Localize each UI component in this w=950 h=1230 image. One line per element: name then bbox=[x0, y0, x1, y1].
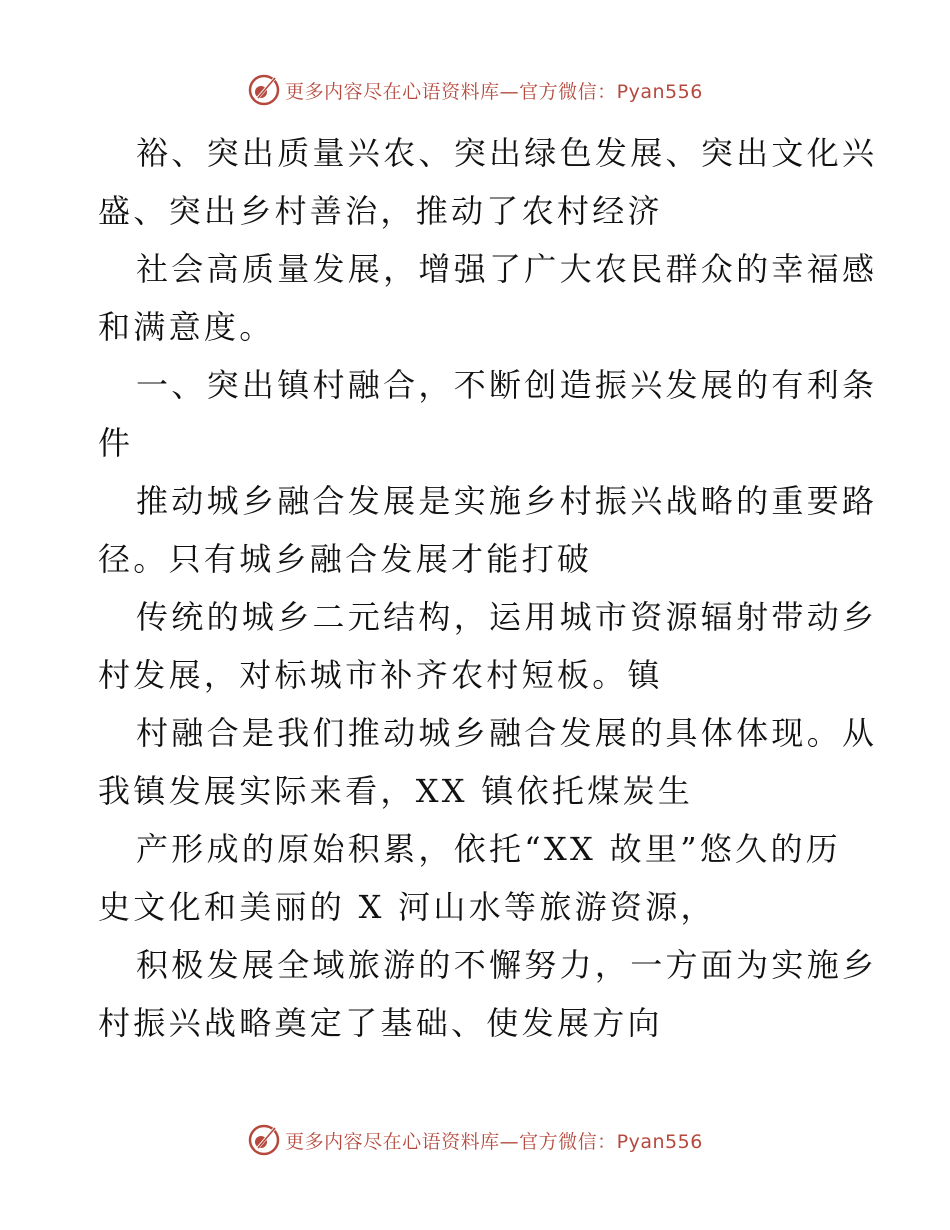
section-heading bbox=[98, 356, 878, 472]
paragraph bbox=[98, 240, 878, 356]
text-line: 径。只有城乡融合发展才能打破 bbox=[98, 540, 593, 578]
text-line: 盛、突出乡村善治，推动了农村经济 bbox=[98, 192, 663, 230]
watermark-footer bbox=[0, 1122, 950, 1158]
text-line: 裕、突出质量兴农、突出绿色发展、突出文化兴 bbox=[136, 134, 878, 172]
watermark-contact-text: —官方微信：Pyan556 bbox=[499, 80, 703, 103]
text-line: 社会高质量发展，增强了广大农民群众的幸福感 bbox=[136, 250, 878, 288]
watermark-contact-text: —官方微信：Pyan556 bbox=[499, 1130, 703, 1153]
paragraph bbox=[98, 820, 858, 936]
text-line: 村发展，对标城市补齐农村短板。镇 bbox=[98, 656, 663, 694]
paragraph bbox=[98, 588, 878, 704]
text-line: 推动城乡融合发展是实施乡村振兴战略的重要路 bbox=[136, 482, 878, 520]
feather-logo-icon bbox=[247, 1123, 281, 1157]
paragraph bbox=[98, 472, 878, 588]
text-line: 村融合是我们推动城乡融合发展的具体体现。从 bbox=[136, 714, 878, 752]
text-line: 我镇发展实际来看，XX 镇依托煤炭生 bbox=[98, 772, 694, 810]
paragraph bbox=[98, 704, 878, 820]
text-line: 件 bbox=[98, 424, 134, 462]
watermark-main-text: 更多内容尽在心语资料库 bbox=[285, 1130, 500, 1153]
watermark-header bbox=[0, 72, 950, 108]
text-line: 和满意度。 bbox=[98, 308, 275, 346]
watermark-main-text: 更多内容尽在心语资料库 bbox=[285, 80, 500, 103]
text-line: 一、突出镇村融合，不断创造振兴发展的有利条 bbox=[136, 366, 878, 404]
paragraph bbox=[98, 936, 878, 1052]
paragraph bbox=[98, 124, 878, 240]
feather-logo-icon bbox=[247, 73, 281, 107]
text-line: 产形成的原始积累，依托“XX 故里”悠久的历 bbox=[136, 830, 842, 868]
document-body bbox=[98, 124, 878, 1052]
text-line: 积极发展全域旅游的不懈努力，一方面为实施乡 bbox=[136, 946, 878, 984]
text-line: 史文化和美丽的 X 河山水等旅游资源， bbox=[98, 888, 716, 926]
text-line: 传统的城乡二元结构，运用城市资源辐射带动乡 bbox=[136, 598, 878, 636]
text-line: 村振兴战略奠定了基础、使发展方向 bbox=[98, 1004, 663, 1042]
